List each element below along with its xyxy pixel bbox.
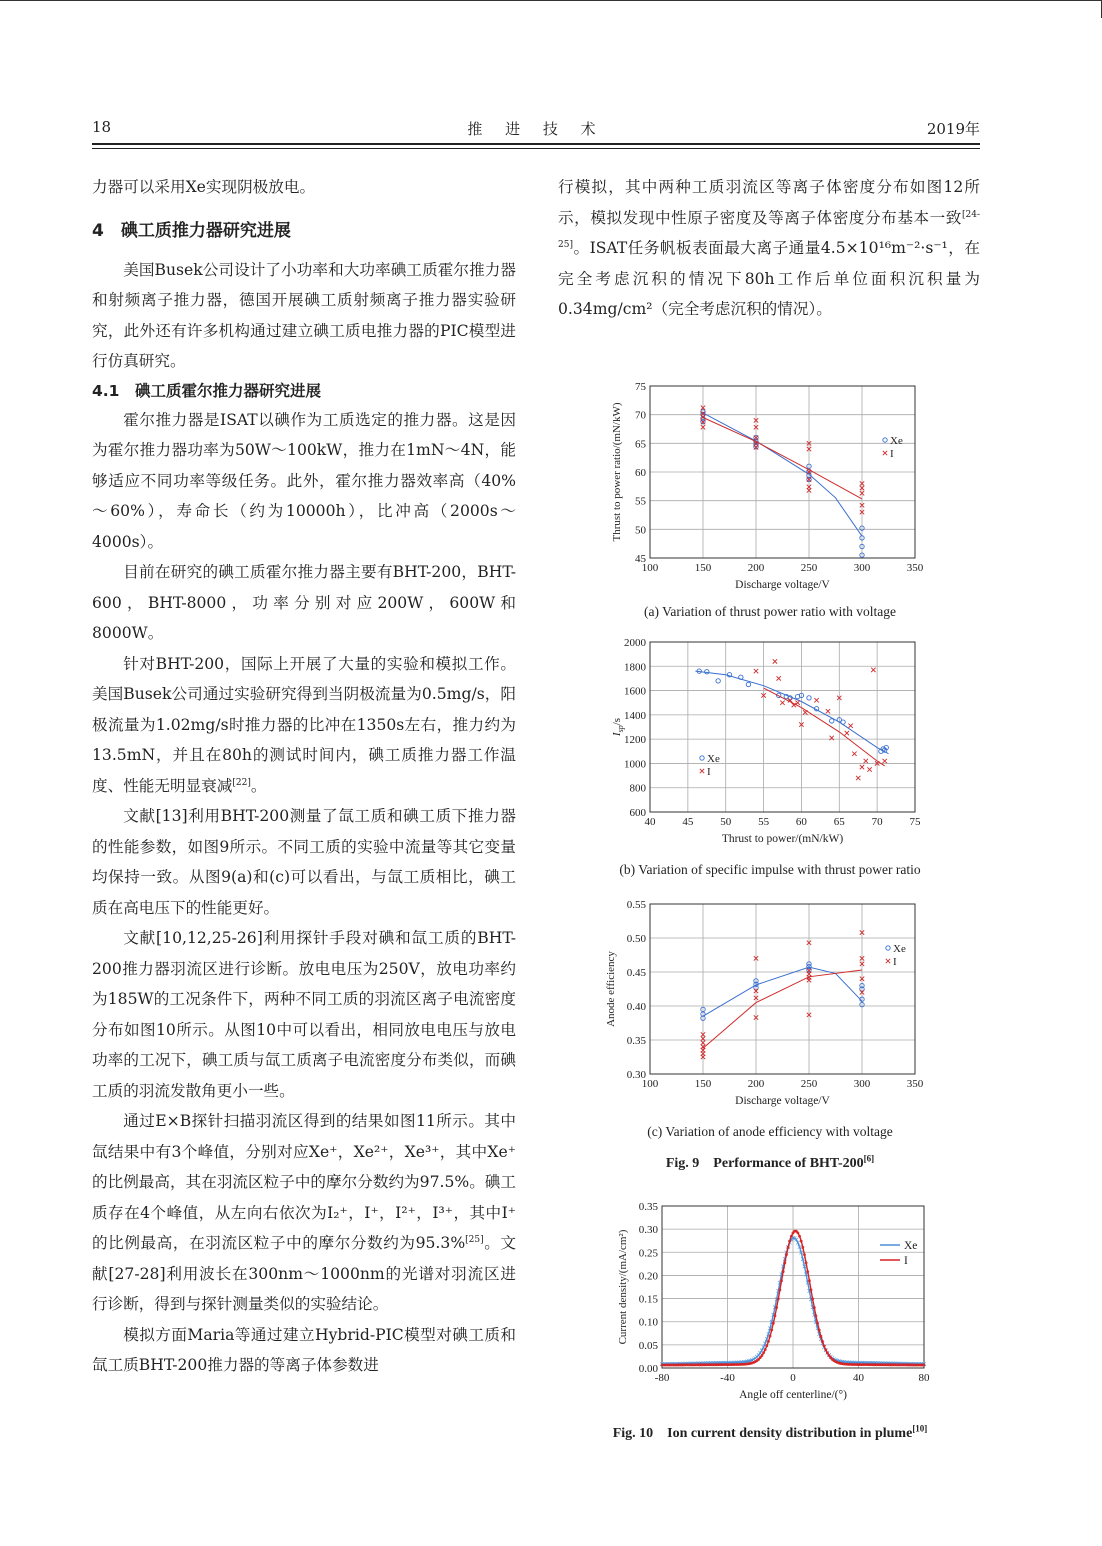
x-tick-label: 200 bbox=[747, 1078, 765, 1090]
x-tick-label: 55 bbox=[758, 816, 770, 828]
y-tick-label: 0.35 bbox=[638, 1201, 658, 1213]
data-point-I bbox=[777, 676, 781, 680]
fit-line-Xe bbox=[703, 413, 862, 536]
paragraph: 通过E×B探针扫描羽流区得到的结果如图11所示。其中氙结果中有3个峰值，分别对应Xe⁺，Xe²⁺，Xe³⁺，其中Xe⁺的比例最高，其在羽流区粒子中的摩尔分数约为97.5%。碘工质存在4个峰值，从左向右依次为I₂⁺，I⁺，I²⁺，I³⁺，其中I⁺的比例最高，在羽流区粒子中的摩尔分数约为95.3%[25]。文献[27-28]利用波长在300nm～1000nm的光谱对羽流区进行诊断，得到与探针测量类似的实验结论。 bbox=[92, 1112, 516, 1313]
fit-line-Xe bbox=[695, 671, 888, 754]
legend-label: I bbox=[893, 956, 897, 968]
y-axis-label: $I_{sp}/s$ bbox=[611, 717, 625, 737]
y-tick-label: 800 bbox=[629, 782, 646, 795]
y-tick-label: 1600 bbox=[624, 685, 646, 698]
plot-frame bbox=[650, 904, 915, 1074]
legend-label: I bbox=[890, 448, 894, 460]
y-tick-label: 2000 bbox=[624, 637, 646, 649]
legend-marker bbox=[700, 769, 704, 773]
y-tick-label: 0.15 bbox=[638, 1293, 658, 1306]
paragraph: 美国Busek公司设计了小功率和大功率碘工质霍尔推力器和射频离子推力器，德国开展碘工质射频离子推力器实验研究，此外还有许多机构通过建立碘工质电推力器的PIC模型进行仿真研究。 bbox=[92, 260, 516, 370]
data-point-I bbox=[795, 701, 799, 705]
y-tick-label: 60 bbox=[635, 467, 646, 479]
data-point-Xe bbox=[746, 682, 750, 686]
caption-9a: (a) Variation of thrust power ratio with voltage bbox=[643, 604, 897, 619]
paragraph: 针对BHT-200，国际上开展了大量的实验和模拟工作。美国Busek公司通过实验研究得到当阴极流量为0.5mg/s，阳极流量为1.02mg/s时推力器的比冲在1350s左右，推力约为13.5mN，并且在80h的测试时间内，碘工质推力器工作温度、性能无明显衰减[22]。 bbox=[92, 654, 516, 795]
x-tick-label: 150 bbox=[694, 1078, 712, 1090]
data-point-I bbox=[864, 759, 868, 763]
data-point-I bbox=[826, 709, 830, 713]
y-tick-label: 1400 bbox=[624, 709, 646, 722]
y-tick-label: 1200 bbox=[624, 734, 646, 747]
subsection-heading: 4.1 碘工质霍尔推力器研究进展 bbox=[92, 381, 321, 400]
x-tick-label: 100 bbox=[641, 1078, 659, 1090]
y-tick-label: 0.05 bbox=[638, 1339, 658, 1352]
data-point-I bbox=[852, 752, 856, 756]
data-point-I bbox=[845, 731, 849, 735]
x-tick-label: 350 bbox=[906, 1078, 924, 1090]
data-point-Xe bbox=[807, 696, 811, 700]
paragraph: 力器可以采用Xe实现阴极放电。 bbox=[92, 178, 316, 196]
chart-specific-impulse bbox=[590, 636, 940, 858]
y-tick-label: 45 bbox=[635, 553, 646, 565]
x-axis-label: Discharge voltage/V bbox=[735, 1095, 830, 1107]
x-axis-label: Angle off centerline/(°) bbox=[739, 1389, 847, 1401]
x-tick-label: -80 bbox=[654, 1372, 670, 1384]
chart-current-density bbox=[596, 1198, 946, 1416]
data-point-I bbox=[871, 668, 875, 672]
running-header bbox=[92, 118, 980, 142]
y-tick-label: 0.00 bbox=[638, 1363, 658, 1375]
legend-label: I bbox=[904, 1255, 908, 1267]
x-axis-label: Thrust to power/(mN/kW) bbox=[721, 833, 844, 845]
y-tick-label: 70 bbox=[635, 409, 646, 422]
data-point-I bbox=[848, 724, 852, 728]
legend-label: Xe bbox=[893, 943, 906, 955]
paragraph: 霍尔推力器是ISAT以碘作为工质选定的推力器。这是因为霍尔推力器功率为50W～100kW，推力在1mN～4N，能够适应不同功率等级任务。此外，霍尔推力器效率高（40%～60%），寿命长（约为10000h），比冲高（2000s～4000s）。 bbox=[92, 410, 516, 551]
data-point-I bbox=[773, 659, 777, 663]
figure-10 bbox=[596, 1198, 946, 1420]
fit-line-I bbox=[764, 688, 885, 766]
figure-9-caption: Fig. 9 Performance of BHT-200[6] bbox=[665, 1153, 875, 1171]
x-tick-label: 0 bbox=[790, 1372, 796, 1384]
y-axis-label: Thrust to power ratio/(mN/kW) bbox=[611, 402, 623, 542]
year: 2019年 bbox=[926, 120, 980, 138]
legend-label: Xe bbox=[707, 753, 720, 765]
data-point-Xe bbox=[716, 679, 720, 683]
fit-line-I bbox=[703, 970, 862, 1048]
paragraph: 目前在研究的碘工质霍尔推力器主要有BHT-200，BHT-600，BHT-8000，功率分别对应200W，600W和8000W。 bbox=[92, 563, 516, 642]
paragraph: 模拟方面Maria等通过建立Hybrid-PIC模型对碘工质和氙工质BHT-200推力器的等离子体参数进 bbox=[92, 1325, 516, 1374]
x-tick-label: 50 bbox=[720, 816, 732, 828]
figure-9b bbox=[590, 636, 940, 862]
journal-title: 推 进 技 术 bbox=[467, 120, 605, 138]
y-tick-label: 0.55 bbox=[626, 899, 646, 911]
data-point-I bbox=[814, 698, 818, 702]
x-tick-label: 40 bbox=[853, 1372, 864, 1384]
page-number: 18 bbox=[92, 118, 112, 136]
x-tick-label: 75 bbox=[909, 816, 921, 828]
legend-label: Xe bbox=[890, 435, 903, 447]
legend-label: Xe bbox=[904, 1240, 918, 1252]
data-point-I bbox=[867, 767, 871, 771]
figure-9a bbox=[600, 380, 940, 604]
header-rule bbox=[92, 143, 980, 145]
paragraph: 行模拟，其中两种工质羽流区等离子体密度分布如图12所示，模拟发现中性原子密度及等离子体密度分布基本一致[24-25]。ISAT任务帆板表面最大离子通量4.5×10¹⁶m⁻²·s⁻¹，在完全考虑沉积的情况下80h工作后单位面积沉积量为0.34mg/cm²（完全考虑沉积的情况）。 bbox=[558, 178, 980, 318]
legend-marker bbox=[883, 438, 887, 442]
y-tick-label: 0.35 bbox=[626, 1035, 646, 1047]
y-tick-label: 0.25 bbox=[638, 1247, 658, 1260]
x-tick-label: -40 bbox=[720, 1372, 735, 1384]
x-tick-label: 60 bbox=[795, 816, 807, 828]
x-tick-label: 150 bbox=[694, 562, 712, 574]
chart-thrust-power-ratio bbox=[600, 380, 940, 600]
y-tick-label: 0.10 bbox=[638, 1316, 658, 1329]
citation[interactable]: [22] bbox=[232, 777, 251, 788]
data-point-I bbox=[780, 701, 784, 705]
section-heading: 4 碘工质推力器研究进展 bbox=[92, 220, 291, 241]
legend-marker bbox=[886, 959, 890, 963]
x-tick-label: 80 bbox=[918, 1372, 930, 1384]
y-tick-label: 0.30 bbox=[626, 1069, 646, 1081]
y-axis-label: Anode efficiency bbox=[605, 951, 617, 1027]
legend-marker bbox=[886, 946, 890, 950]
data-point-I bbox=[754, 669, 758, 673]
caption-9b: (b) Variation of specific impulse with thrust power ratio bbox=[619, 862, 921, 877]
x-tick-label: 250 bbox=[800, 562, 818, 574]
data-point-I bbox=[883, 759, 887, 763]
figure-10-caption: Fig. 10 Ion current density distribution in plume[10] bbox=[612, 1423, 928, 1441]
y-axis-label: Current density/(mA/cm²) bbox=[617, 1229, 629, 1345]
y-tick-label: 75 bbox=[635, 381, 646, 393]
citation[interactable]: [24-25] bbox=[558, 209, 980, 250]
data-point-I bbox=[803, 710, 807, 714]
y-tick-label: 0.45 bbox=[626, 967, 646, 979]
y-tick-label: 0.30 bbox=[638, 1224, 658, 1237]
caption-9c: (c) Variation of anode efficiency with voltage bbox=[647, 1124, 893, 1139]
right-column bbox=[558, 172, 980, 325]
legend-label: I bbox=[707, 766, 711, 778]
paragraph: 文献[13]利用BHT-200测量了氙工质和碘工质下推力器的性能参数，如图9所示。不同工质的实验中流量等其它变量均保持一致。从图9(a)和(c)可以看出，与氙工质相比，碘工质在高电压下的性能更好。 bbox=[92, 807, 516, 917]
x-axis-label: Discharge voltage/V bbox=[735, 579, 830, 591]
data-point-I bbox=[856, 776, 860, 780]
x-tick-label: 300 bbox=[853, 1078, 871, 1090]
x-tick-label: 65 bbox=[833, 816, 845, 828]
data-point-Xe bbox=[841, 720, 845, 724]
x-tick-label: 200 bbox=[747, 562, 765, 574]
header-rule-thin bbox=[92, 148, 980, 149]
x-tick-label: 250 bbox=[800, 1078, 818, 1090]
x-tick-label: 350 bbox=[906, 562, 924, 574]
y-tick-label: 0.40 bbox=[626, 1001, 646, 1013]
x-tick-label: 300 bbox=[853, 562, 871, 574]
y-tick-label: 1000 bbox=[624, 758, 646, 771]
legend-marker bbox=[883, 451, 887, 455]
y-tick-label: 0.50 bbox=[626, 933, 646, 945]
x-tick-label: 40 bbox=[644, 816, 656, 828]
y-tick-label: 65 bbox=[635, 438, 646, 451]
data-point-Xe bbox=[830, 719, 834, 723]
y-tick-label: 1800 bbox=[624, 661, 646, 674]
y-tick-label: 0.20 bbox=[638, 1270, 658, 1283]
chart-anode-efficiency bbox=[590, 898, 940, 1118]
y-tick-label: 50 bbox=[635, 524, 646, 537]
y-tick-label: 55 bbox=[635, 495, 646, 508]
y-tick-label: 600 bbox=[629, 807, 646, 819]
data-point-Xe bbox=[705, 670, 709, 674]
data-point-I bbox=[860, 765, 864, 769]
page-top-border bbox=[0, 0, 1102, 1]
citation[interactable]: [25] bbox=[465, 1234, 484, 1245]
paragraph: 文献[10,12,25-26]利用探针手段对碘和氙工质的BHT-200推力器羽流区进行诊断。放电电压为250V，放电功率约为185W的工况条件下，两种不同工质的羽流区离子电流密度分布如图10所示。从图10中可以看出，相同放电电压与放电功率的工况下，碘工质与氙工质离子电流密度分布类似，而碘工质的羽流发散角更小一些。 bbox=[92, 929, 516, 1100]
x-tick-label: 70 bbox=[871, 816, 883, 828]
x-tick-label: 45 bbox=[682, 816, 694, 828]
legend-marker bbox=[700, 756, 704, 760]
left-column bbox=[92, 172, 516, 1381]
figure-9c bbox=[590, 898, 940, 1122]
fit-line-Xe bbox=[703, 967, 862, 1016]
x-tick-label: 100 bbox=[641, 562, 659, 574]
